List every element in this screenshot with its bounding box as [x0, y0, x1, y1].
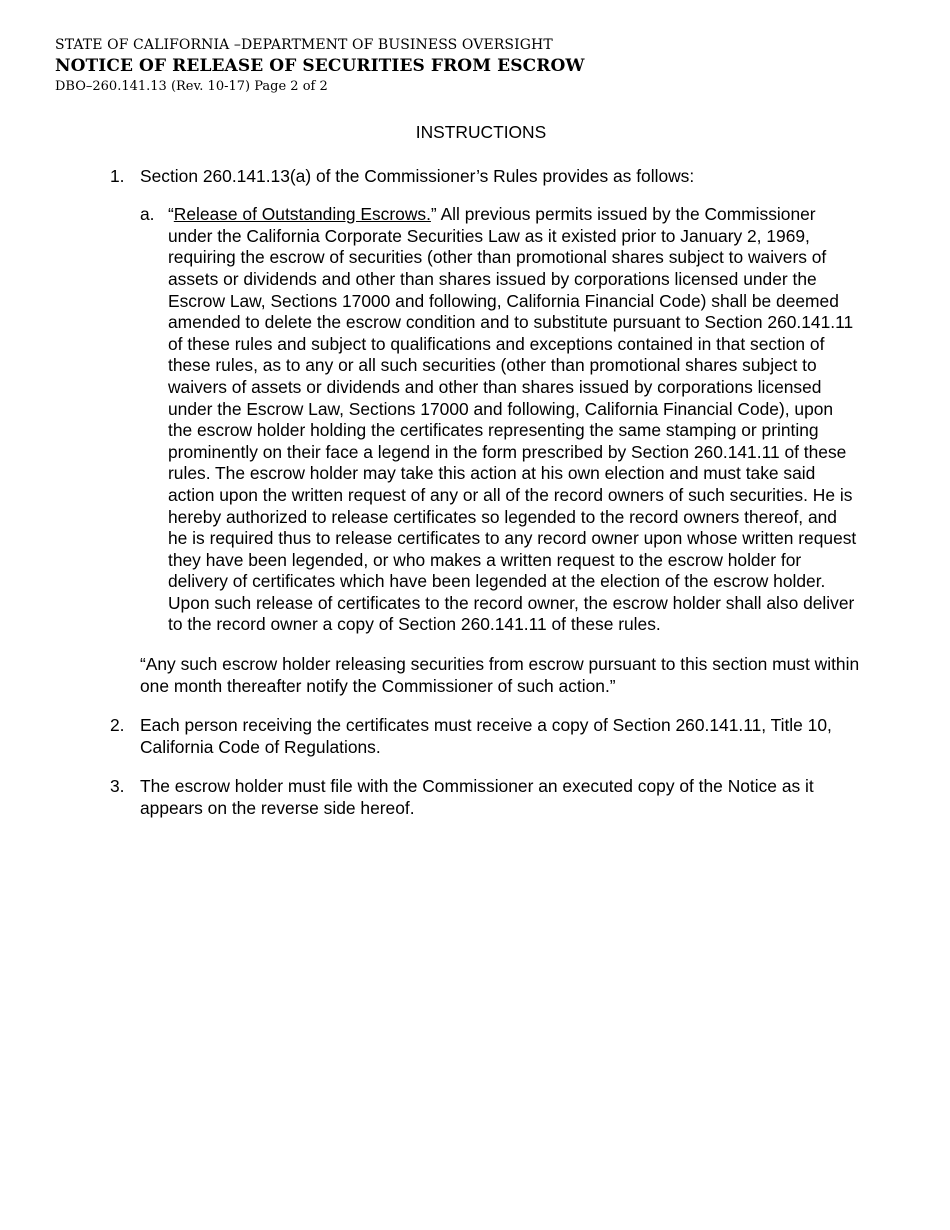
closing-quote: “Any such escrow holder releasing securities from escrow pursuant to this section must within one month thereafter notify the Commissioner of such action.”	[140, 654, 860, 696]
rule-text: ” All previous permits issued by the Commissioner under the California Corporate Securities Law as it existed prior to January 2, 1969, requiring the escrow of securities (other than promotional shares subject to waivers of assets or dividends and other than shares issued by corporations licensed under the Escrow Law, Sections 17000 and following, California Financial Code) shall be deemed amended to delete the escrow condition and to substitute pursuant to Section 260.141.11 of these rules and subject to qualifications and exceptions contained in that section of these rules, as to any or all such securities (other than promotional shares subject to waivers of assets or dividends and other than shares issued by corporations licensed under the Escrow Law, Sections 17000 and following, California Financial Code), upon the escrow holder holding the certificates representing the same stamping or printing prominently on their face a legend in the form prescribed by Section 260.141.11 of these rules. The escrow holder may take this action at his own election and must take said action upon the written request of any or all of the record owners of such securities. He is hereby authorized to release certificates so legended to the record owners thereof, and he is required thus to release certificates to any record owner upon whose written request they have been legended, or who makes a written request to the escrow holder for delivery of certificates which have been legended at the election of the escrow holder. Upon such release of certificates to the record owner, the escrow holder shall also deliver to the record owner a copy of Section 260.141.11 of these rules.	[168, 204, 857, 635]
item-number: 2.	[110, 715, 125, 736]
item-text: Section 260.141.13(a) of the Commissioner’s Rules provides as follows:	[140, 165, 695, 186]
item-number: 3.	[110, 776, 125, 797]
item-text: Each person receiving the certificates must receive a copy of Section 260.141.11, Title 10, California Code of Regulations.	[140, 715, 832, 757]
sub-item-a	[140, 204, 860, 636]
item-number: 1.	[110, 165, 125, 186]
item-text: The escrow holder must file with the Commissioner an executed copy of the Notice as it appears on the reverse side hereof.	[140, 776, 814, 819]
sub-item-text	[168, 204, 860, 636]
rule-title: Release of Outstanding Escrows.	[173, 204, 431, 225]
item-body	[140, 166, 860, 698]
agency-name: STATE OF CALIFORNIA –DEPARTMENT OF BUSINESS OVERSIGHT	[55, 37, 553, 53]
open-quote: “	[168, 204, 174, 225]
document-title: NOTICE OF RELEASE OF SECURITIES FROM ESCROW	[55, 56, 585, 76]
instruction-item-3	[110, 776, 860, 819]
instructions-section	[110, 122, 860, 838]
form-header	[55, 36, 585, 96]
instruction-item-1	[110, 166, 860, 698]
form-number: DBO–260.141.13 (Rev. 10-17) Page 2 of 2	[55, 79, 328, 94]
sub-item-letter: a.	[140, 204, 155, 225]
instructions-heading: INSTRUCTIONS	[415, 122, 547, 142]
instruction-item-2	[110, 715, 860, 758]
